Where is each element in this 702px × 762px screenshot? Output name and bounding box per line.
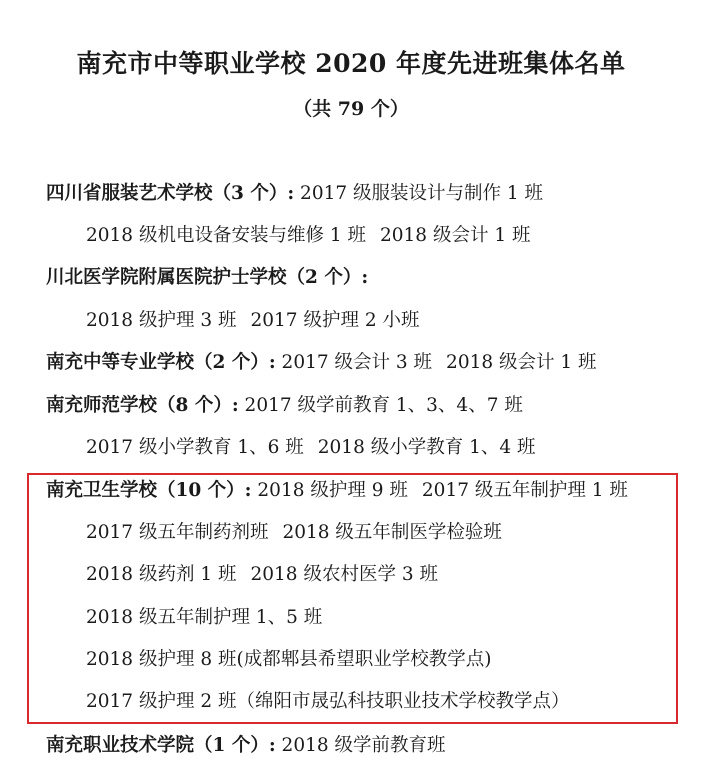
class-line [86, 308, 420, 334]
class-item: 2018 级药剂 1 班 [86, 564, 237, 585]
class-item: 2017 级护理 2 小班 [250, 310, 420, 331]
school-entry [46, 265, 368, 291]
class-item: 2018 级五年制医学检验班 [282, 522, 502, 543]
class-item: 2017 级会计 3 班 [281, 352, 433, 373]
school-name: 川北医学院附属医院护士学校（2 个）: [46, 267, 369, 288]
class-item: 2018 级五年制护理 1、5 班 [86, 607, 323, 628]
class-item: 2018 级护理 9 班 [257, 480, 408, 501]
class-item: 2018 级会计 1 班 [446, 352, 597, 373]
class-line [86, 605, 322, 631]
class-item: 2018 级小学教育 1、4 班 [317, 437, 536, 458]
school-name: 四川省服装艺术学校（3 个）: [46, 183, 295, 204]
class-item: 2017 级五年制药剂班 [86, 522, 269, 543]
class-line [86, 435, 536, 461]
school-name: 南充职业技术学院（1 个）: [46, 735, 276, 756]
highlight-box [27, 473, 678, 724]
class-line [86, 562, 438, 588]
class-item: 2017 级服装设计与制作 1 班 [300, 183, 544, 204]
school-name: 南充中等专业学校（2 个）: [46, 352, 276, 373]
class-item: 2017 级护理 2 班（绵阳市晟弘科技职业技术学校教学点） [86, 691, 570, 712]
school-entry [46, 733, 446, 759]
class-item: 2018 级学前教育班 [281, 735, 446, 756]
document-subtitle: （共 79 个） [293, 98, 409, 120]
school-name: 南充师范学校（8 个）: [46, 395, 239, 416]
class-line [86, 223, 531, 249]
school-entry [46, 478, 628, 504]
class-line [86, 647, 491, 673]
class-item: 2018 级护理 8 班(成都郫县希望职业学校教学点) [86, 649, 492, 670]
school-entry [46, 350, 597, 376]
class-item: 2017 级小学教育 1、6 班 [86, 437, 304, 458]
document-title: 南充市中等职业学校 2020 年度先进班集体名单 [76, 49, 626, 78]
class-line [86, 689, 570, 715]
class-item: 2017 级学前教育 1、3、4、7 班 [244, 395, 523, 416]
school-entry [46, 393, 523, 419]
class-line [86, 520, 502, 546]
class-item: 2017 级五年制护理 1 班 [421, 480, 628, 501]
class-item: 2018 级护理 3 班 [86, 310, 237, 331]
school-entry [46, 181, 543, 207]
class-item: 2018 级会计 1 班 [380, 225, 531, 246]
school-name: 南充卫生学校（10 个）: [46, 480, 252, 501]
class-item: 2018 级机电设备安装与维修 1 班 [86, 225, 366, 246]
class-item: 2018 级农村医学 3 班 [250, 564, 438, 585]
